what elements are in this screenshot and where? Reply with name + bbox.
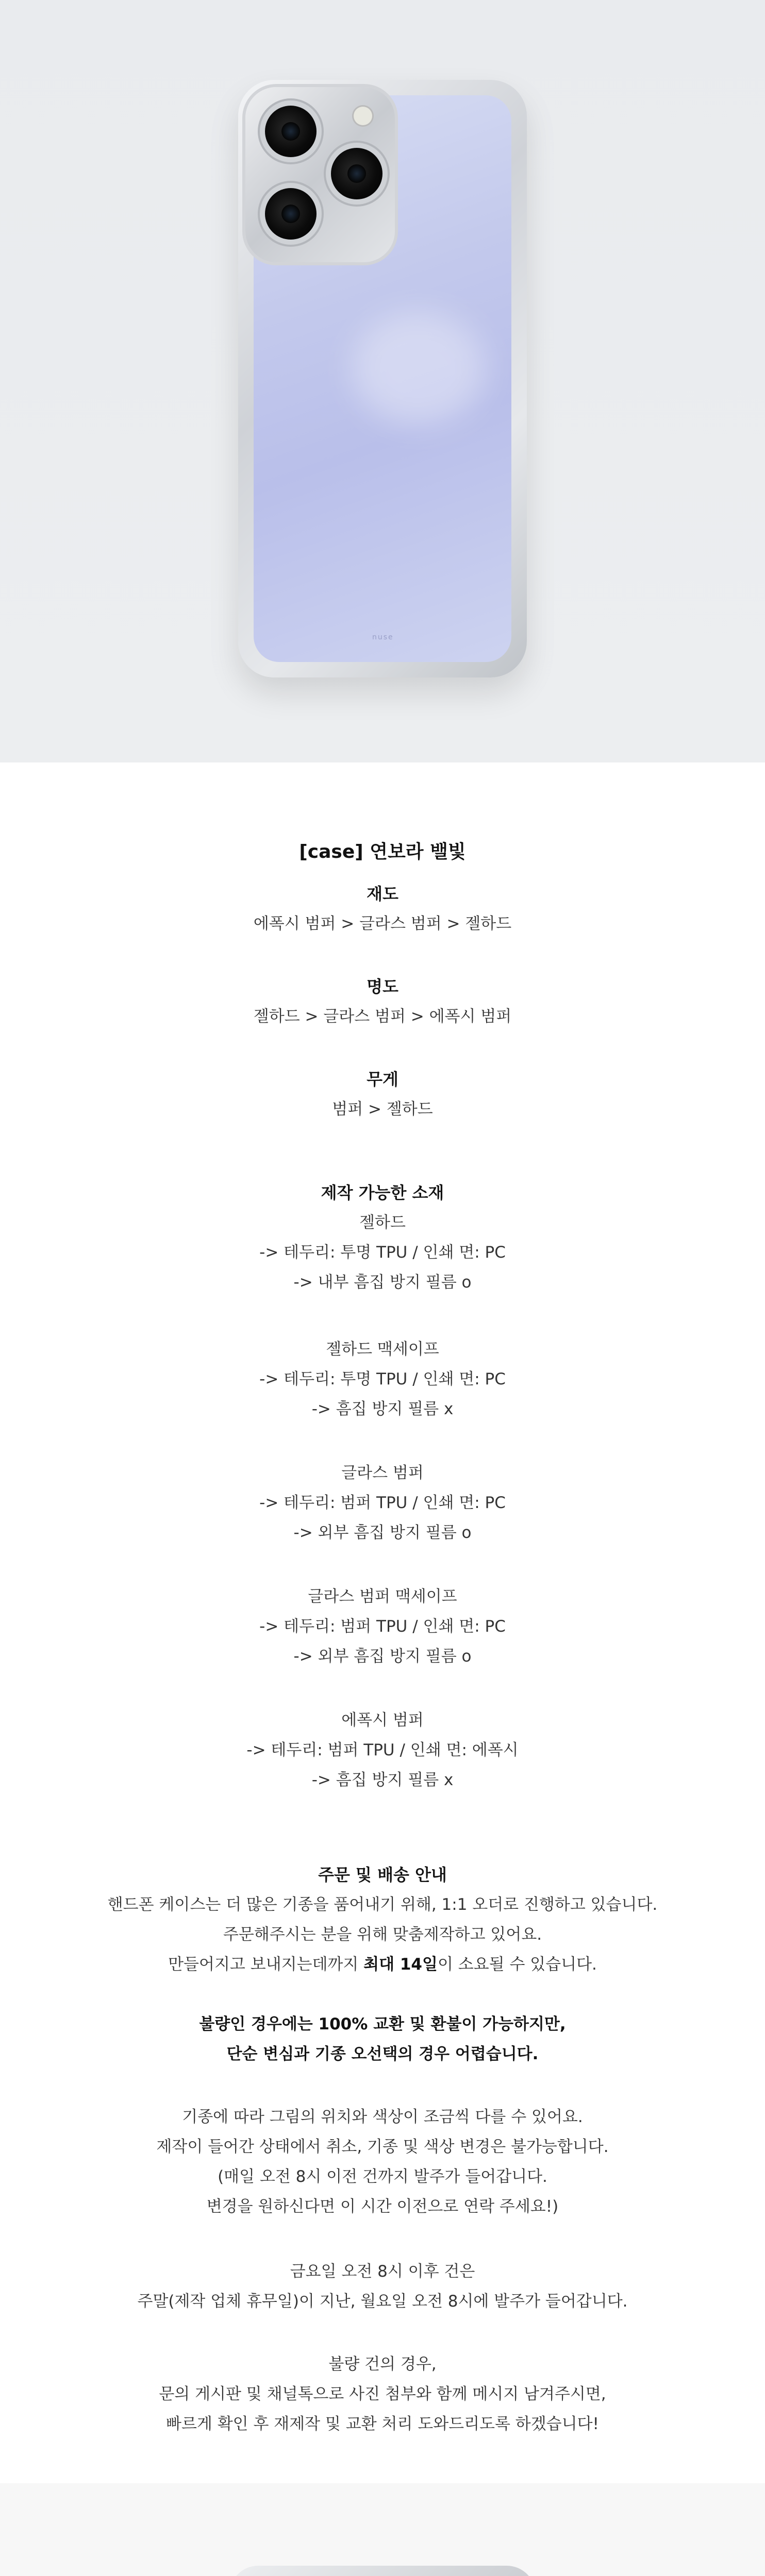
material-line: -> 흠집 방지 필름 x: [311, 1400, 454, 1418]
material-line: -> 테두리: 범퍼 TPU / 인쇄 면: PC: [259, 1617, 506, 1636]
notice-line: 금요일 오전 8시 이후 건은: [290, 2262, 475, 2281]
policy-line: 불량인 경우에는 100% 교환 및 환불이 가능하지만,: [199, 2015, 566, 2033]
material-group: [0, 1705, 765, 1795]
material-line: -> 테두리: 투명 TPU / 인쇄 면: PC: [259, 1243, 506, 1262]
camera-lens-icon: [331, 148, 382, 199]
section-heading: 제작 가능한 소재: [321, 1183, 444, 1202]
camera-lens-icon: [265, 106, 317, 157]
notice-line: 제작이 들어간 상태에서 취소, 기종 및 색상 변경은 불가능합니다.: [156, 2138, 609, 2156]
section-texture: [0, 879, 765, 939]
product-info: [0, 762, 765, 2483]
section-materials: [0, 1178, 765, 1297]
epoxy-bumper-silver-image: [229, 2566, 536, 2576]
notice-line: 변경을 원하신다면 이 시간 이전으로 연락 주세요!): [206, 2197, 559, 2216]
hero-section: [0, 0, 765, 762]
hero-phone-case-image: [238, 80, 527, 677]
section-weight: [0, 1064, 765, 1124]
material-group: [0, 1458, 765, 1548]
production-notice: [0, 2102, 765, 2222]
policy-line: 단순 변심과 기종 오선택의 경우 어렵습니다.: [226, 2045, 539, 2063]
print-glow: [352, 312, 486, 425]
section-line: 젤하드 > 글라스 범퍼 > 에폭시 범퍼: [253, 1007, 512, 1026]
material-line: -> 외부 흠집 방지 필름 o: [293, 1523, 472, 1542]
material-line: -> 테두리: 투명 TPU / 인쇄 면: PC: [259, 1370, 506, 1388]
defect-notice: [0, 2349, 765, 2439]
material-name: 글라스 범퍼: [341, 1464, 424, 1482]
refund-policy: [0, 2009, 765, 2069]
material-line: -> 테두리: 범퍼 TPU / 인쇄 면: PC: [259, 1494, 506, 1512]
material-line: -> 내부 흠집 방지 필름 o: [293, 1273, 472, 1292]
notice-line: 문의 게시판 및 채널톡으로 사진 첨부와 함께 메시지 남겨주시면,: [159, 2385, 606, 2403]
material-line: -> 테두리: 범퍼 TPU / 인쇄 면: 에폭시: [246, 1741, 519, 1759]
order-emphasis: 최대 14일: [363, 1955, 438, 1974]
brand-mark: nuse: [372, 633, 394, 641]
section-heading: 주문 및 배송 안내: [318, 1865, 447, 1885]
material-name: 젤하드 맥세이프: [326, 1340, 439, 1359]
order-line: 주문해주시는 분을 위해 맞춤제작하고 있어요.: [223, 1925, 542, 1944]
section-line: 에폭시 범퍼 > 글라스 범퍼 > 젤하드: [253, 914, 512, 933]
material-group: [0, 1582, 765, 1671]
material-line: -> 외부 흠집 방지 필름 o: [293, 1647, 472, 1666]
notice-line: (매일 오전 8시 이전 건까지 발주가 들어갑니다.: [218, 2167, 547, 2186]
section-heading: 명도: [367, 977, 398, 996]
notice-line: 빠르게 확인 후 재제작 및 교환 처리 도와드리도록 하겠습니다!: [166, 2415, 599, 2433]
notice-line: 주말(제작 업체 휴무일)이 지난, 월요일 오전 8시에 발주가 들어갑니다.: [137, 2292, 628, 2311]
friday-notice: [0, 2257, 765, 2316]
notice-line: 기종에 따라 그림의 위치와 색상이 조금씩 다를 수 있어요.: [182, 2108, 583, 2126]
order-text: 만들어지고 보내지는데까지: [168, 1955, 364, 1974]
camera-lens-icon: [265, 188, 317, 240]
notice-line: 불량 건의 경우,: [328, 2355, 437, 2374]
product-title: [case] 연보라 밸빛: [299, 841, 466, 862]
material-name: 글라스 범퍼 맥세이프: [308, 1587, 457, 1606]
section-line: 범퍼 > 젤하드: [332, 1100, 433, 1118]
case-type-gallery: [0, 2483, 765, 2576]
flash-icon: [354, 107, 372, 125]
section-heading: 재도: [367, 884, 398, 904]
order-line: [0, 1950, 765, 1979]
section-heading: 무게: [367, 1070, 398, 1089]
material-name: 젤하드: [359, 1213, 406, 1232]
order-line: 핸드폰 케이스는 더 많은 기종을 품어내기 위해, 1:1 오더로 진행하고 있습니다.: [107, 1895, 658, 1914]
material-line: -> 흠집 방지 필름 x: [311, 1771, 454, 1789]
camera-module: [245, 87, 395, 262]
section-order-info: [0, 1860, 765, 1979]
order-text: 이 소요될 수 있습니다.: [437, 1955, 597, 1974]
material-name: 에폭시 범퍼: [341, 1711, 424, 1730]
material-group: [0, 1334, 765, 1424]
section-brightness: [0, 972, 765, 1031]
